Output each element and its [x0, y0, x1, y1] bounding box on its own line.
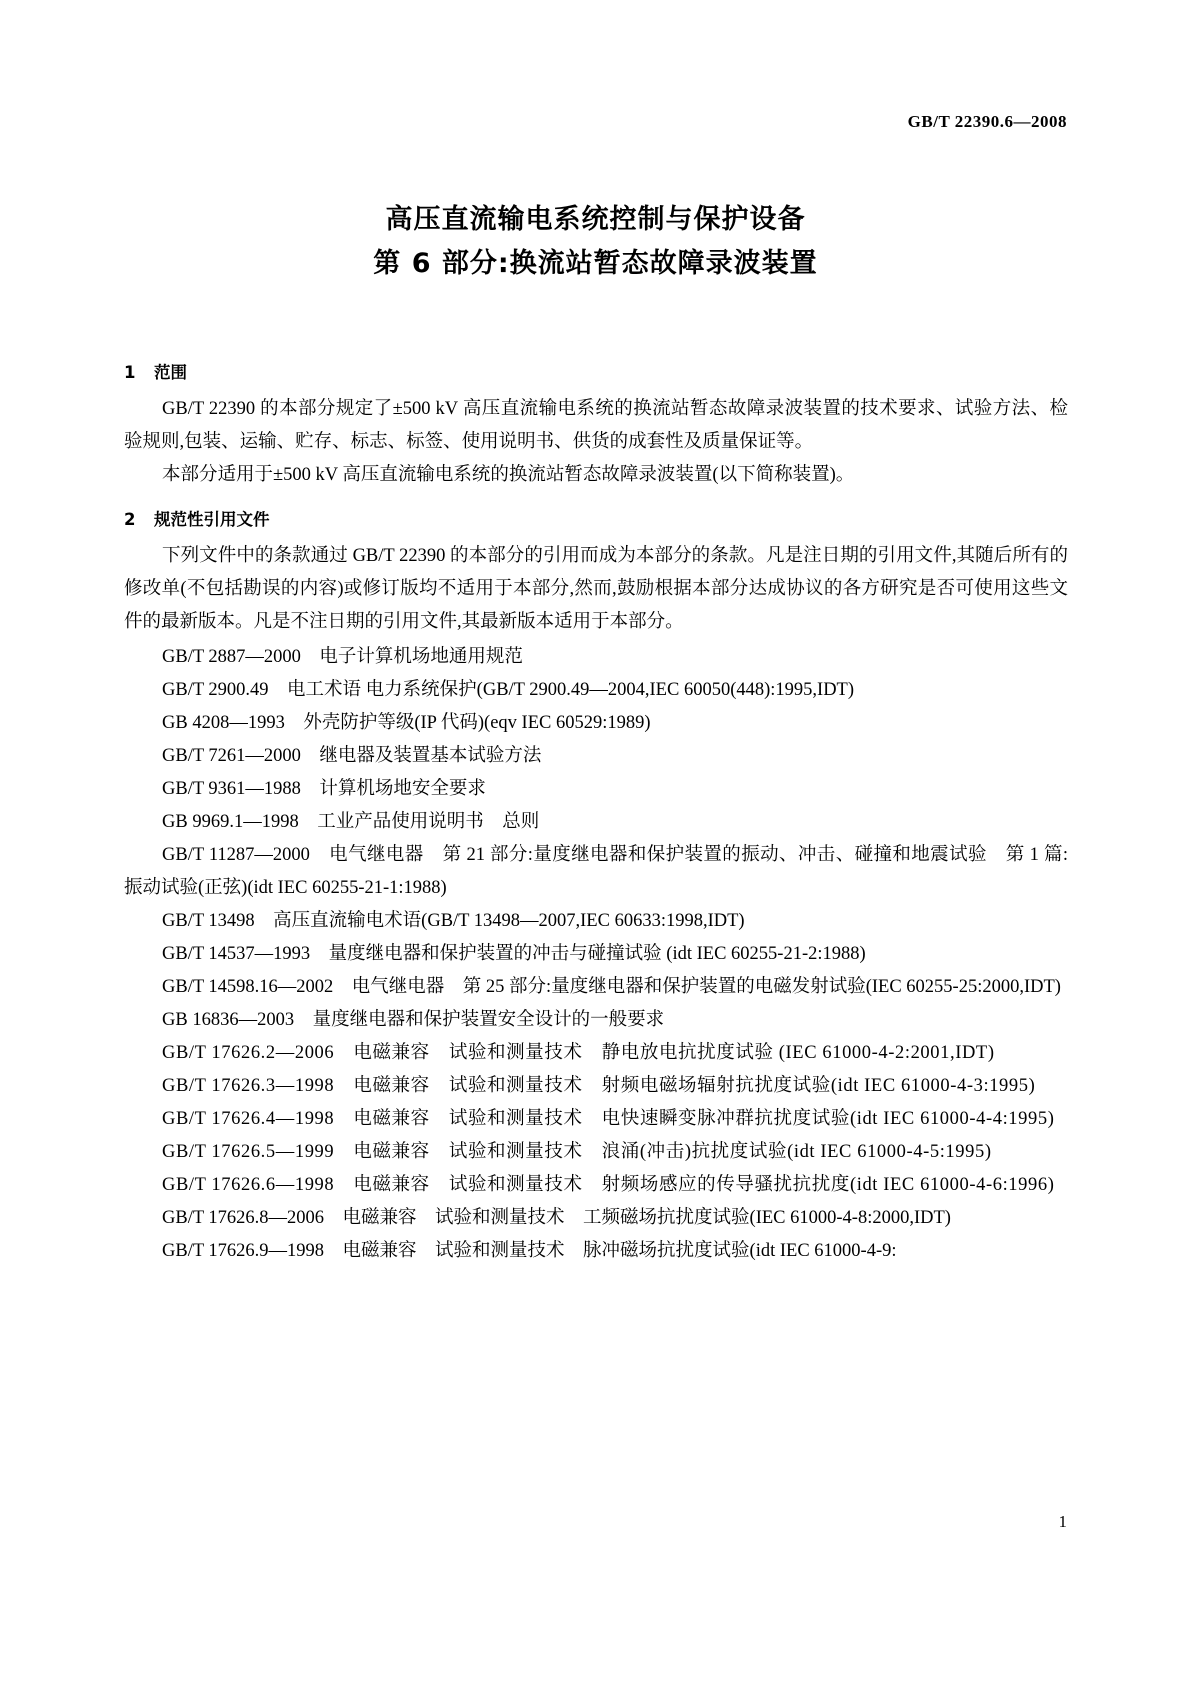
clause-title-2: 规范性引用文件	[154, 510, 270, 529]
title-line-1: 高压直流输电系统控制与保护设备	[385, 204, 806, 235]
reference-item: GB/T 17626.6—1998 电磁兼容 试验和测量技术 射频场感应的传导骚扰抗扰度(idt IEC 61000-4-6:1996)	[162, 1175, 1055, 1195]
clause-heading-2	[124, 506, 1068, 530]
document-title-block	[0, 198, 1191, 286]
clause-title-1: 范围	[154, 363, 187, 382]
title-line-2: 第 6 部分:换流站暂态故障录波装置	[373, 248, 818, 279]
clause-2-paragraph-1: 下列文件中的条款通过 GB/T 22390 的本部分的引用而成为本部分的条款。凡是注日期的引用文件,其随后所有的修改单(不包括勘误的内容)或修订版均不适用于本部分,然而,鼓励根据本部分达成协议的各方研究是否可使用这些文件的最新版本。凡是不注日期的引用文件,其最新版本适用于本部分。	[124, 546, 1068, 632]
reference-item: GB/T 14598.16—2002 电气继电器 第 25 部分:量度继电器和保护装置的电磁发射试验(IEC 60255-25:2000,IDT)	[162, 977, 1061, 997]
reference-item: GB/T 14537—1993 量度继电器和保护装置的冲击与碰撞试验 (idt IEC 60255-21-2:1988)	[162, 944, 866, 964]
clause-heading-1	[124, 359, 1068, 383]
clause-1-paragraph-1: GB/T 22390 的本部分规定了±500 kV 高压直流输电系统的换流站暂态故障录波装置的技术要求、试验方法、检验规则,包装、运输、贮存、标志、标签、使用说明书、供货的成套性及质量保证等。	[124, 399, 1068, 452]
clause-number-1: 1	[124, 363, 136, 382]
reference-item: GB/T 17626.9—1998 电磁兼容 试验和测量技术 脉冲磁场抗扰度试验(idt IEC 61000-4-9:	[162, 1241, 897, 1261]
reference-item: GB/T 11287—2000 电气继电器 第 21 部分:量度继电器和保护装置的振动、冲击、碰撞和地震试验 第 1 篇:振动试验(正弦)(idt IEC 60255-21-1:1988)	[124, 845, 1068, 898]
reference-item: GB 16836—2003 量度继电器和保护装置安全设计的一般要求	[162, 1010, 665, 1030]
document-body	[124, 345, 1068, 1268]
clause-1-paragraph-2: 本部分适用于±500 kV 高压直流输电系统的换流站暂态故障录波装置(以下简称装置)。	[162, 465, 855, 485]
reference-item: GB/T 17626.2—2006 电磁兼容 试验和测量技术 静电放电抗扰度试验 (IEC 61000-4-2:2001,IDT)	[162, 1043, 995, 1063]
reference-item: GB/T 17626.5—1999 电磁兼容 试验和测量技术 浪涌(冲击)抗扰度试验(idt IEC 61000-4-5:1995)	[162, 1142, 992, 1162]
reference-item: GB 4208—1993 外壳防护等级(IP 代码)(eqv IEC 60529:1989)	[162, 713, 651, 733]
reference-item: GB 9969.1—1998 工业产品使用说明书 总则	[162, 812, 540, 832]
reference-item: GB/T 7261—2000 继电器及装置基本试验方法	[162, 746, 542, 766]
reference-item: GB/T 17626.4—1998 电磁兼容 试验和测量技术 电快速瞬变脉冲群抗扰度试验(idt IEC 61000-4-4:1995)	[162, 1109, 1055, 1129]
reference-item: GB/T 2887—2000 电子计算机场地通用规范	[162, 647, 523, 667]
reference-item: GB/T 17626.8—2006 电磁兼容 试验和测量技术 工频磁场抗扰度试验(IEC 61000-4-8:2000,IDT)	[162, 1208, 951, 1228]
reference-item: GB/T 17626.3—1998 电磁兼容 试验和测量技术 射频电磁场辐射抗扰度试验(idt IEC 61000-4-3:1995)	[162, 1076, 1036, 1096]
page-number: 1	[1058, 1512, 1067, 1531]
normative-references-list	[124, 641, 1068, 1268]
clause-number-2: 2	[124, 510, 136, 529]
reference-item: GB/T 9361—1988 计算机场地安全要求	[162, 779, 486, 799]
reference-item: GB/T 13498 高压直流输电术语(GB/T 13498—2007,IEC 60633:1998,IDT)	[162, 911, 745, 931]
standard-number-header: GB/T 22390.6—2008	[907, 112, 1067, 131]
reference-item: GB/T 2900.49 电工术语 电力系统保护(GB/T 2900.49—2004,IEC 60050(448):1995,IDT)	[162, 680, 855, 700]
